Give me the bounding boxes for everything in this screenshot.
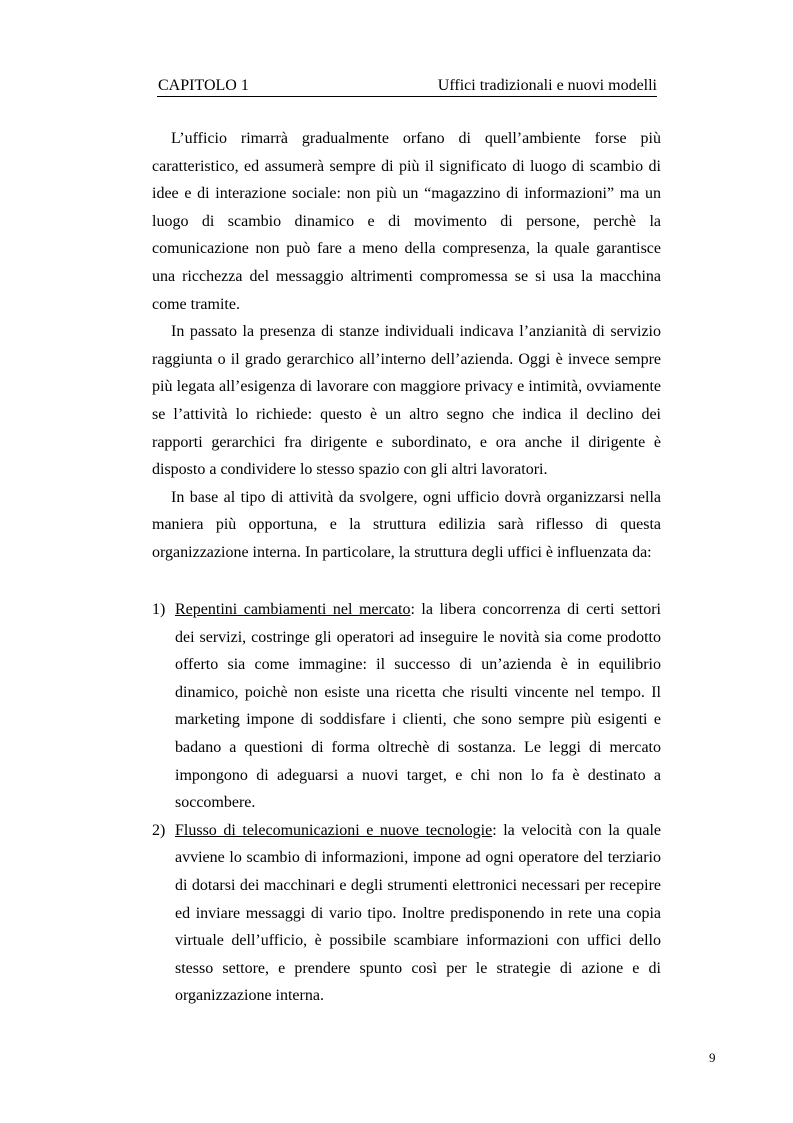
numbered-list [152,596,661,1010]
paragraph: In base al tipo di attività da svolgere, ogni ufficio dovrà organizzarsi nella maniera più opportuna, e la struttura edilizia sarà riflesso di questa organizzazione interna. In particolare, la struttura degli uffici è influenzata da: [152,488,661,561]
list-number: 2) [152,821,166,839]
list-item [152,817,661,1010]
paragraph: L’ufficio rimarrà gradualmente orfano di quell’ambiente forse più caratteristico, ed assumerà sempre di più il significato di luogo di scambio di idee e di interazione sociale: non più un “magazzino di informazioni” ma un luogo di scambio dinamico e di movimento di persone, perchè la comunicazione non può fare a meno della compresenza, la quale garantisce una ricchezza del messaggio altrimenti compromessa se si usa la macchina come tramite. [152,130,661,313]
list-text: : la velocità con la quale avviene lo scambio di informazioni, impone ad ogni operatore del terziario di dotarsi dei macchinari e degli strumenti elettronici necessari per recepire ed inviare messaggi di vario tipo. Inoltre predisponendo in rete una copia virtuale dell’ufficio, è possibile scambiare informazioni con uffici dello stesso settore, e prendere spunto così per le strategie di azione e di organizzazione interna. [175,821,661,1005]
paragraph: In passato la presenza di stanze individuali indicava l’anzianità di servizio raggiunta o il grado gerarchico all’interno dell’azienda. Oggi è invece sempre più legata all’esigenza di lavorare con maggiore privacy e intimità, ovviamente se l’attività lo richiede: questo è un altro segno che indica il declino dei rapporti gerarchici fra dirigente e subordinato, e ora anche il dirigente è disposto a condividere lo stesso spazio con gli altri lavoratori. [152,323,661,479]
list-text: : la libera concorrenza di certi settori dei servizi, costringe gli operatori ad inseguire le novità sia come prodotto offerto sia come immagine: il successo di un’azienda è in equilibrio dinamico, poichè non esiste una ricetta che risulti vincente nel tempo. Il marketing impone di soddisfare i clienti, che sono sempre più esigenti e badano a questioni di forma oltrechè di sostanza. Le leggi di mercato impongono di adeguarsi a nuovi target, e chi non lo fa è destinato a soccombere. [175,601,661,812]
page-header [157,76,657,97]
list-term: Repentini cambiamenti nel mercato [175,601,411,618]
chapter-title: Uffici tradizionali e nuovi modelli [437,77,657,94]
body-text [152,125,661,567]
chapter-label: CAPITOLO 1 [158,77,249,94]
list-number: 1) [152,601,166,618]
page-number: 9 [709,1050,716,1065]
list-term: Flusso di telecomunicazioni e nuove tecnologie [175,821,493,839]
list-item [152,596,661,817]
